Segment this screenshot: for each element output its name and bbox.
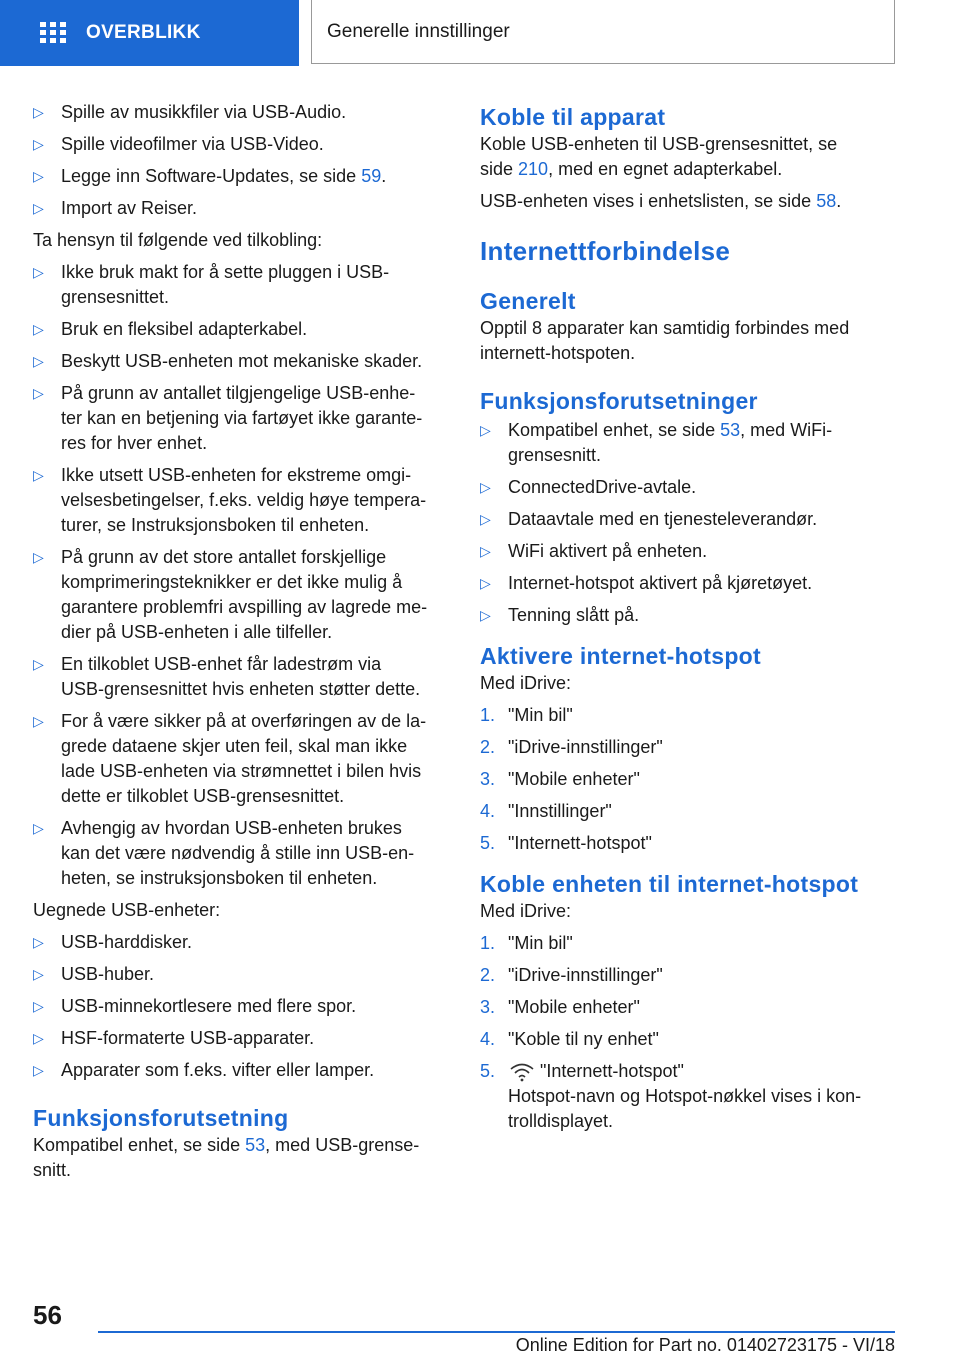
- list-item-text: [61, 381, 422, 456]
- step-text: "Internett-hotspot": [540, 1061, 684, 1081]
- step-number: 2.: [480, 737, 496, 757]
- list-item-line: komprimeringsteknikker er det ikke mulig å: [61, 572, 403, 592]
- list-item-line: Avhengig av hvordan USB-enheten brukes: [61, 818, 402, 838]
- bullet-triangle-icon: ▷: [33, 168, 44, 184]
- right-column: [480, 100, 900, 1134]
- list-item-line: På grunn av antallet tilgjengelige USB-enhe-: [61, 383, 416, 403]
- bullet-triangle-icon: ▷: [33, 656, 44, 672]
- list-item-text: HSF-formaterte USB-apparater.: [61, 1028, 315, 1048]
- vises-text: USB-enheten vises i enhetslisten, se side: [480, 191, 817, 211]
- step-content: [508, 1059, 861, 1134]
- list-item-text: [61, 132, 324, 157]
- requirement-item: [480, 603, 900, 628]
- list-item: [33, 463, 453, 538]
- device-list-paragraph: [480, 189, 900, 214]
- heading-internettforbindelse: Internettforbindelse: [480, 236, 731, 266]
- step-number: 4.: [480, 1029, 496, 1049]
- list-item-line: grede dataene skjer uten feil, skal man ikke: [61, 736, 408, 756]
- list-item: [33, 962, 453, 987]
- funk-text-2: snitt.: [33, 1160, 72, 1180]
- step-item: [480, 799, 900, 824]
- step-number: 4.: [480, 801, 496, 821]
- overview-tab[interactable]: [0, 0, 299, 66]
- list-item-text: [61, 652, 420, 702]
- list-item-line: velsesbetingelser, f.eks. veldig høye tempera-: [61, 490, 427, 510]
- funk-text: Kompatibel enhet, se side: [33, 1135, 246, 1155]
- list-item-text: [61, 709, 426, 809]
- bullet-triangle-icon: ▷: [33, 934, 44, 950]
- gen-text-1: Opptil 8 apparater kan samtidig forbindes med: [480, 318, 850, 338]
- list-item-line: garantere problemfri avspilling av lagrede me-: [61, 597, 428, 617]
- list-item: [33, 930, 453, 955]
- connection-notes-list: [33, 260, 453, 891]
- page-link-53[interactable]: 53: [245, 1135, 266, 1155]
- requirement-item: [480, 571, 900, 596]
- requirement-item: [480, 539, 900, 564]
- step-item: [480, 963, 900, 988]
- unsuitable-intro: Uegnede USB-enheter:: [33, 900, 221, 920]
- step-text: "Min bil": [508, 933, 573, 953]
- requirement-item: [480, 507, 900, 532]
- step5-note-2: trolldisplayet.: [508, 1111, 614, 1131]
- section-title: [311, 0, 895, 64]
- requirement-item: [480, 475, 900, 500]
- step-number: 5.: [480, 833, 496, 853]
- step-text: "iDrive-innstillinger": [508, 737, 663, 757]
- list-item: [33, 100, 453, 125]
- list-item-text: [61, 349, 422, 374]
- requirement-text: Tenning slått på.: [508, 605, 640, 625]
- list-item: [33, 545, 453, 645]
- heading-generelt: Generelt: [480, 288, 576, 314]
- bullet-triangle-icon: ▷: [33, 136, 44, 152]
- overview-tab-label: OVERBLIKK: [86, 22, 201, 43]
- list-item: [33, 652, 453, 702]
- list-item-text: Apparater som f.eks. vifter eller lamper.: [61, 1060, 375, 1080]
- bullet-triangle-icon: ▷: [33, 966, 44, 982]
- requirements-list: [480, 475, 900, 628]
- bullet-triangle-icon: ▷: [480, 607, 491, 623]
- list-item-line: turer, se Instruksjonsboken til enheten.: [61, 515, 370, 535]
- bullet-triangle-icon: ▷: [33, 264, 44, 280]
- list-item: [33, 260, 453, 310]
- requirement-text: WiFi aktivert på enheten.: [508, 541, 708, 561]
- bullet-triangle-icon: ▷: [33, 353, 44, 369]
- list-item-text: [61, 100, 346, 125]
- bullet-triangle-icon: ▷: [33, 200, 44, 216]
- list-item-segment: Import av Reiser.: [61, 198, 198, 218]
- list-item-line: USB-grensesnittet hvis enheten støtter dette.: [61, 679, 421, 699]
- list-item-line: ter kan en betjening via fartøyet ikke garante-: [61, 408, 423, 428]
- footer-edition: Online Edition for Part no. 01402723175 - VI/18: [515, 1335, 895, 1355]
- step-text: "Koble til ny enhet": [508, 1029, 659, 1049]
- list-item-line: dier på USB-enheten i alle tilfeller.: [61, 622, 333, 642]
- step-text: "iDrive-innstillinger": [508, 965, 663, 985]
- step5-note-1: Hotspot-navn og Hotspot-nøkkel vises i kon-: [508, 1086, 862, 1106]
- list-item-line: Beskytt USB-enheten mot mekaniske skader.: [61, 351, 423, 371]
- bullet-triangle-icon: ▷: [33, 104, 44, 120]
- left-column: [33, 100, 453, 1183]
- bullet-triangle-icon: ▷: [33, 549, 44, 565]
- list-item-line: res for hver enhet.: [61, 433, 208, 453]
- step-number: 3.: [480, 997, 496, 1017]
- page-number: 56: [33, 1300, 62, 1330]
- bullet-triangle-icon: ▷: [33, 820, 44, 836]
- heading-koble-til-apparat: Koble til apparat: [480, 104, 666, 130]
- activate-steps-list: [480, 703, 900, 856]
- footer-rule: [98, 1331, 895, 1333]
- step-item: [480, 1059, 900, 1134]
- connection-intro: Ta hensyn til følgende ved tilkobling:: [33, 230, 323, 250]
- funk-text-b: , med USB-grense-: [265, 1135, 420, 1155]
- heading-aktivere-hotspot: Aktivere internet-hotspot: [480, 643, 761, 669]
- bullet-triangle-icon: ▷: [480, 543, 491, 559]
- heading-funksjonsforutsetninger: Funksjonsforutsetninger: [480, 388, 758, 414]
- section-title-text: Generelle innstillinger: [327, 20, 510, 42]
- funk-paragraph: [33, 1133, 453, 1183]
- step-number: 1.: [480, 933, 496, 953]
- page-link-59[interactable]: 59: [361, 166, 382, 186]
- list-item-text: [61, 463, 426, 538]
- koble-text-2a: side: [480, 159, 519, 179]
- page-link-210[interactable]: 210: [518, 159, 549, 179]
- step-item: [480, 1027, 900, 1052]
- generelt-paragraph: [480, 316, 900, 366]
- step-text: "Min bil": [508, 705, 573, 725]
- list-item: [33, 196, 453, 221]
- list-item: [33, 381, 453, 456]
- step-text: "Mobile enheter": [508, 997, 640, 1017]
- bullet-triangle-icon: ▷: [480, 575, 491, 591]
- list-item-line: grensesnittet.: [61, 287, 170, 307]
- koble-paragraph: [480, 132, 900, 182]
- list-item-line: En tilkoblet USB-enhet får ladestrøm via: [61, 654, 382, 674]
- requirement-text: [508, 418, 832, 468]
- req1-text-2: grensesnitt.: [508, 445, 602, 465]
- list-item-text: USB-minnekortlesere med flere spor.: [61, 996, 357, 1016]
- req1-text: Kompatibel enhet, se side: [508, 420, 721, 440]
- koble-text-2b: , med en egnet adapterkabel.: [548, 159, 783, 179]
- requirement-item: [480, 418, 900, 468]
- step-item: [480, 831, 900, 856]
- step-text: "Mobile enheter": [508, 769, 640, 789]
- step-text: "Internett-hotspot": [508, 833, 652, 853]
- list-item-line: For å være sikker på at overføringen av de la-: [61, 711, 427, 731]
- req1-text-b: , med WiFi-: [740, 420, 833, 440]
- list-item: [33, 994, 453, 1019]
- heading-koble-enheten: Koble enheten til internet-hotspot: [480, 871, 859, 897]
- list-item-line: Bruk en fleksibel adapterkabel.: [61, 319, 308, 339]
- bullet-triangle-icon: ▷: [33, 713, 44, 729]
- step-item: [480, 767, 900, 792]
- list-item-text: [61, 196, 197, 221]
- list-item-line: Ikke bruk makt for å sette pluggen i USB-: [61, 262, 390, 282]
- bullet-triangle-icon: ▷: [33, 1030, 44, 1046]
- step-number: 2.: [480, 965, 496, 985]
- page-link-53-wifi[interactable]: 53: [720, 420, 741, 440]
- step-item: [480, 995, 900, 1020]
- bullet-triangle-icon: ▷: [480, 511, 491, 527]
- list-item-segment: Legge inn Software-Updates, se side: [61, 166, 362, 186]
- heading-funksjonsforutsetning: Funksjonsforutsetning: [33, 1105, 289, 1131]
- list-item-text: [61, 545, 427, 645]
- step-number: 1.: [480, 705, 496, 725]
- bullet-triangle-icon: ▷: [480, 422, 491, 438]
- requirement-text: Dataavtale med en tjenesteleverandør.: [508, 509, 818, 529]
- step-number: 5.: [480, 1061, 496, 1081]
- list-item-text: [61, 164, 386, 189]
- list-item-text: USB-harddisker.: [61, 932, 193, 952]
- bullet-triangle-icon: ▷: [33, 321, 44, 337]
- list-item: [33, 317, 453, 342]
- list-item-line: kan det være nødvendig å stille inn USB-en-: [61, 843, 415, 863]
- list-item-line: lade USB-enheten via strømnettet i bilen hvis: [61, 761, 422, 781]
- list-item: [33, 1058, 453, 1083]
- bullet-triangle-icon: ▷: [33, 998, 44, 1014]
- page-header: [0, 0, 960, 66]
- grid-menu-icon: [40, 22, 66, 44]
- step-item: [480, 703, 900, 728]
- list-item-segment: Spille videofilmer via USB-Video.: [61, 134, 324, 154]
- med-idrive-2: Med iDrive:: [480, 901, 572, 921]
- usb-feature-list: [33, 100, 453, 221]
- page-link-58[interactable]: 58: [816, 191, 837, 211]
- bullet-triangle-icon: ▷: [480, 479, 491, 495]
- list-item: [33, 1026, 453, 1051]
- list-item-text: [61, 260, 389, 310]
- med-idrive-1: Med iDrive:: [480, 673, 572, 693]
- list-item-text: [61, 317, 307, 342]
- bullet-triangle-icon: ▷: [33, 385, 44, 401]
- requirement-text: Internet-hotspot aktivert på kjøretøyet.: [508, 573, 813, 593]
- step-item: [480, 735, 900, 760]
- connect-steps-list: [480, 931, 900, 1052]
- step-number: 3.: [480, 769, 496, 789]
- list-item-segment: Spille av musikkfiler via USB-Audio.: [61, 102, 347, 122]
- requirement-text: ConnectedDrive-avtale.: [508, 477, 697, 497]
- list-item-line: Ikke utsett USB-enheten for ekstreme omgi-: [61, 465, 412, 485]
- vises-text-b: .: [836, 191, 842, 211]
- list-item-line: På grunn av det store antallet forskjellige: [61, 547, 387, 567]
- wifi-icon: [508, 1062, 536, 1082]
- list-item: [33, 164, 453, 189]
- list-item: [33, 816, 453, 891]
- list-item: [33, 349, 453, 374]
- bullet-triangle-icon: ▷: [33, 467, 44, 483]
- step-item: [480, 931, 900, 956]
- list-item-text: USB-huber.: [61, 964, 155, 984]
- list-item-line: heten, se instruksjonsboken til enheten.: [61, 868, 378, 888]
- unsuitable-devices-list: [33, 930, 453, 1083]
- bullet-triangle-icon: ▷: [33, 1062, 44, 1078]
- step-text: "Innstillinger": [508, 801, 612, 821]
- list-item-text: [61, 816, 414, 891]
- list-item: [33, 132, 453, 157]
- koble-text-1: Koble USB-enheten til USB-grensesnittet, se: [480, 134, 838, 154]
- list-item: [33, 709, 453, 809]
- list-item-segment: .: [381, 166, 387, 186]
- list-item-line: dette er tilkoblet USB-grensesnittet.: [61, 786, 345, 806]
- gen-text-2: internett-hotspoten.: [480, 343, 636, 363]
